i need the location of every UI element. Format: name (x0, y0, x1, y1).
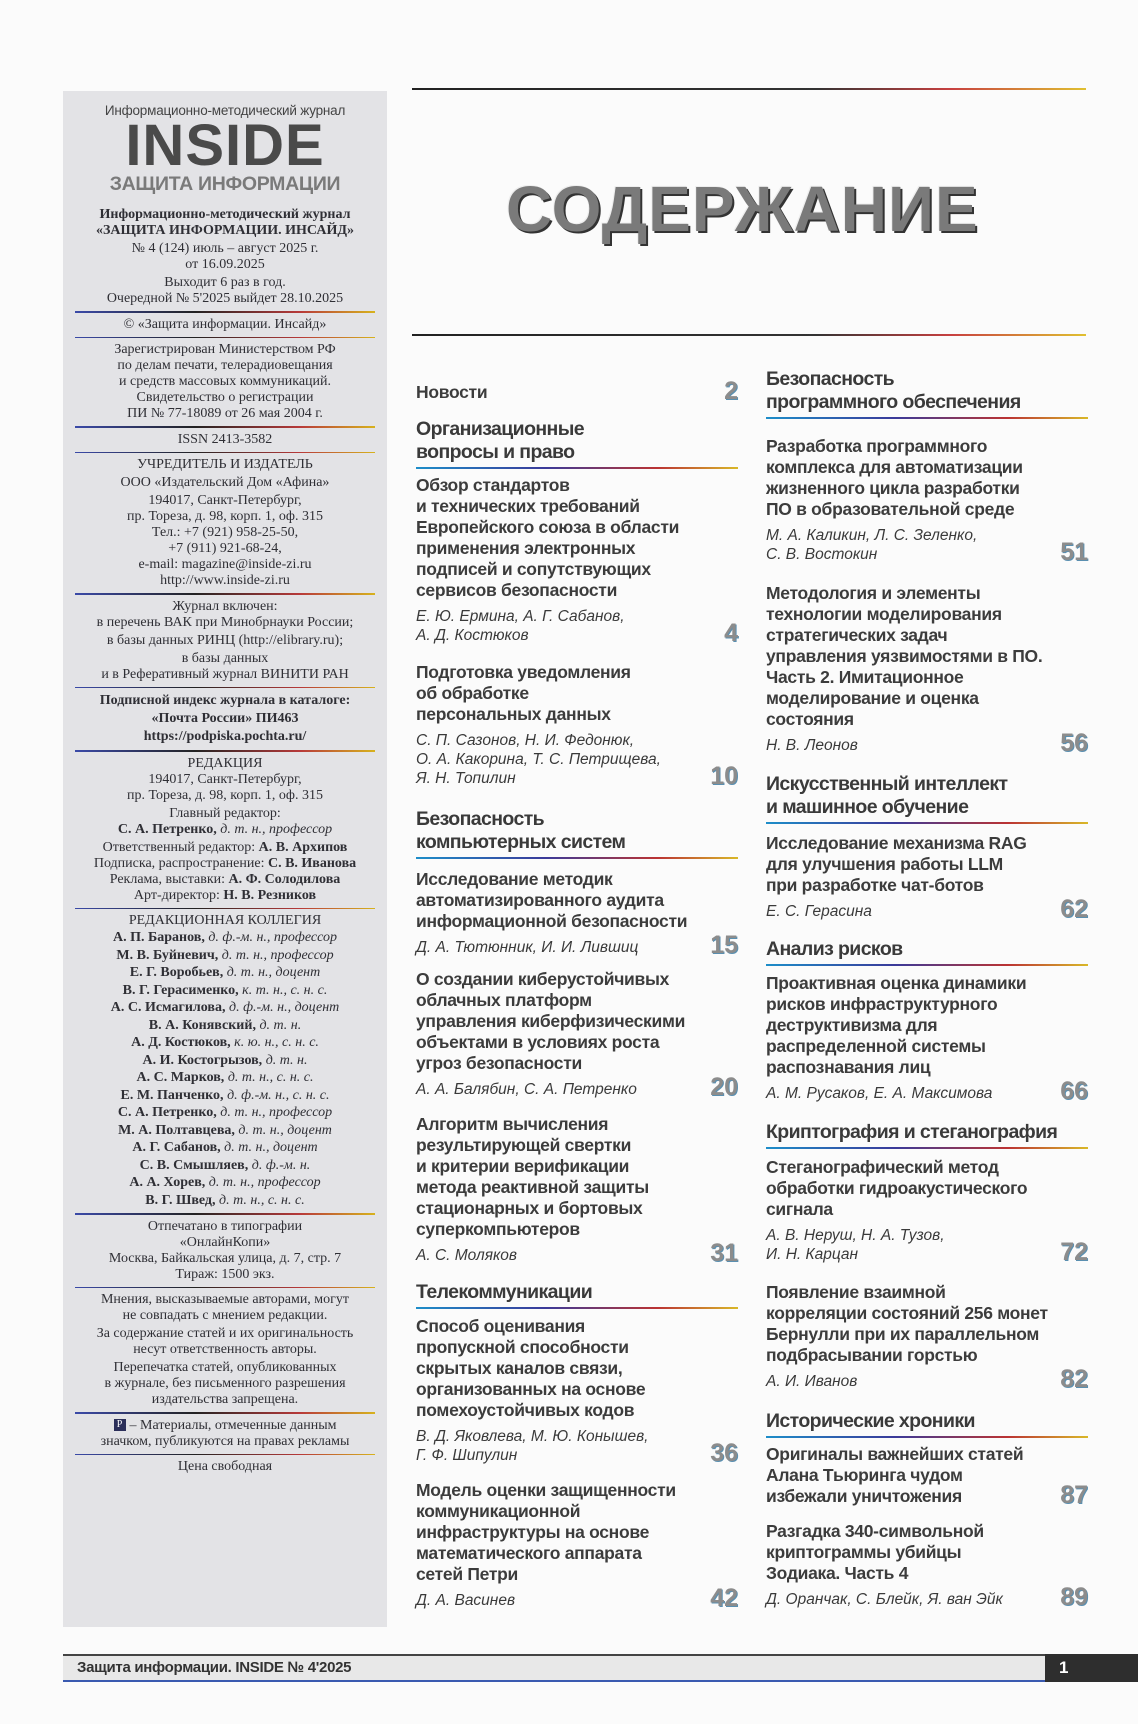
included-rinc: в базы данных РИНЦ (http://elibrary.ru); (106, 632, 344, 648)
masthead-sidebar (63, 91, 387, 1627)
article-page-number: 82 (1060, 1365, 1088, 1393)
article-title: Появление взаимной корреляции состояний 256 монет Бернулли при их параллельном подбрасывании горстью (766, 1282, 1048, 1365)
board-member (73, 1087, 377, 1105)
included-viniti: в базы данных и в Реферативный журнал ВИНИТИ РАН (101, 650, 349, 682)
article-title: Подготовка уведомления об обработке персональных данных (416, 662, 631, 724)
member-degree: д. т. н., доцент (238, 1122, 332, 1138)
issue-info: № 4 (124) июль – август 2025 г. от 16.09.2025 (131, 241, 319, 272)
section-title: Искусственный интеллект и машинное обучение (766, 773, 1008, 818)
divider (75, 1454, 375, 1456)
page-title: СОДЕРЖАНИЕ (506, 173, 979, 245)
disclaimer-opinions: Мнения, высказываемые авторами, могут не совпадать с мнением редакции. (100, 1292, 350, 1323)
section-heading (416, 418, 738, 469)
member-degree: д. т. н., профессор (221, 947, 334, 963)
staff-line (73, 872, 377, 888)
member-name: С. А. Петренко, (117, 1105, 217, 1120)
toc-entry (766, 973, 1088, 1103)
registration-info: Зарегистрирован Министерством РФ по делам печати, телерадиовещания и средств массовых коммуникаций. Свидетельство о регистрации ПИ № 77-18089 от 26 мая 2004 г. (114, 342, 336, 421)
article-page-number: 36 (710, 1439, 738, 1467)
included-vak: Журнал включен: в перечень ВАК при Минобрнауки России; (96, 598, 354, 630)
section-heading (766, 1121, 1088, 1149)
member-degree: д. т. н. (259, 1017, 302, 1033)
member-name: М. В. Буйневич, (116, 947, 219, 963)
article-page-number: 87 (1060, 1481, 1088, 1509)
printing-info: Отпечатано в типографии «ОнлайнКопи» Москва, Байкальская улица, д. 7, стр. 7 Тираж: 1500 экз. (108, 1218, 342, 1282)
divider (75, 1412, 375, 1414)
member-degree: к. т. н., с. н. с. (242, 982, 328, 998)
toc-entry (416, 1480, 738, 1610)
section-title: Безопасность компьютерных систем (416, 808, 626, 853)
disclaimer-content: За содержание статей и их оригинальность несут ответственность авторы. (96, 1326, 354, 1357)
article-page-number: 72 (1060, 1238, 1088, 1266)
article-title: Проактивная оценка динамики рисков инфраструктурного деструктивизма для распределенной системы распознавания лиц (766, 973, 1027, 1077)
founder-heading: УЧРЕДИТЕЛЬ И ИЗДАТЕЛЬ (137, 457, 313, 472)
member-name: А. А. Хорев, (129, 1175, 206, 1190)
advertising-note-text: – Материалы, отмеченные данным значком, публикуются на правах рекламы (100, 1417, 350, 1449)
staff-role: Подписка, распространение: (93, 855, 268, 871)
section-title: Анализ рисков (766, 938, 903, 960)
staff-role: Ответственный редактор: (102, 839, 259, 855)
staff-list (73, 840, 377, 904)
section-rule (416, 857, 738, 859)
section-heading (766, 773, 1088, 824)
member-degree: д. т. н., доцент (226, 965, 321, 980)
section-heading (416, 1281, 738, 1309)
member-degree: д. т. н., профессор (208, 1175, 321, 1190)
member-name: В. Г. Герасименко, (122, 982, 239, 998)
section-rule (766, 417, 1088, 419)
article-title: Алгоритм вычисления результирующей свертки и критерии верификации метода реактивной защиты стационарных и бортовых суперкомпьютеров (416, 1114, 649, 1239)
toc-entry (416, 475, 738, 645)
board-member (73, 1122, 377, 1140)
inside-logo: INSIDE (125, 113, 325, 178)
article-page-number: 62 (1060, 895, 1088, 923)
divider (75, 687, 375, 689)
article-authors: Н. В. Леонов (766, 737, 858, 754)
section-rule (766, 1436, 1088, 1438)
divider (75, 908, 375, 910)
member-degree: д. ф.-м. н., профессор (208, 930, 337, 945)
member-degree: д. т. н., с. н. с. (227, 1070, 314, 1085)
board-member (73, 1017, 377, 1035)
article-title: Исследование методик автоматизированного аудита информационной безопасности (416, 869, 688, 931)
article-page-number: 10 (710, 762, 738, 790)
member-degree: д. т. н., с. н. с. (219, 1192, 305, 1208)
divider (75, 337, 375, 339)
page-footer (63, 1654, 1045, 1682)
divider (75, 750, 375, 752)
staff-line (73, 840, 377, 856)
member-name: А. Г. Сабанов, (132, 1140, 221, 1155)
member-name: А. С. Марков, (136, 1070, 225, 1085)
article-title: Модель оценки защищенности коммуникационной инфраструктуры на основе математического аппарата сетей Петри (416, 1480, 676, 1584)
copyright: © «Защита информации. Инсайд» (123, 316, 327, 332)
toc-entry (766, 833, 1088, 921)
article-authors: Д. А. Тютюнник, И. И. Лившиц (416, 939, 639, 956)
member-degree: д. т. н., доцент (224, 1140, 318, 1155)
divider (75, 452, 375, 454)
staff-role: Реклама, выставки: (109, 871, 229, 887)
divider (75, 311, 375, 313)
toc-entry (766, 583, 1088, 755)
member-name: А. И. Костогрызов, (142, 1052, 263, 1068)
member-name: С. В. Смышляев, (139, 1157, 249, 1173)
article-page-number: 2 (724, 377, 738, 405)
article-authors: А. А. Балябин, С. А. Петренко (416, 1081, 637, 1098)
member-degree: д. ф.-м. н. (251, 1157, 311, 1173)
article-authors: А. М. Русаков, Е. А. Максимова (766, 1085, 993, 1102)
editorial-board-list (73, 929, 377, 1209)
article-title: О создании киберустойчивых облачных платформ управления киберфизическими объектами в условиях роста угроз безопасности (416, 969, 686, 1073)
logo-subtitle: ЗАЩИТА ИНФОРМАЦИИ (109, 173, 341, 195)
member-name: В. Г. Швед, (145, 1192, 216, 1208)
article-authors: А. С. Моляков (416, 1247, 517, 1264)
article-authors: В. Д. Яковлева, М. Ю. Конышев, Г. Ф. Шипулин (416, 1428, 649, 1464)
board-member (73, 929, 377, 947)
section-heading (766, 368, 1088, 419)
disclaimer-reprint: Перепечатка статей, опубликованных в журнале, без письменного разрешения издательства запрещена. (104, 1360, 346, 1407)
article-title: Оригиналы важнейших статей Алана Тьюринга чудом избежали уничтожения (766, 1444, 1024, 1506)
toc-entry (766, 1521, 1088, 1609)
article-title: Стеганографический метод обработки гидроакустического сигнала (766, 1157, 1028, 1219)
member-name: А. С. Исмагилова, (110, 1000, 226, 1015)
page-number: 1 (1045, 1654, 1138, 1682)
toc-entry (416, 869, 738, 957)
board-member (73, 1157, 377, 1175)
board-member (73, 1192, 377, 1210)
toc-entry (416, 662, 738, 788)
article-title: Разгадка 340-символьной криптограммы убийцы Зодиака. Часть 4 (766, 1521, 984, 1583)
article-authors: А. И. Иванов (766, 1373, 858, 1390)
section-rule (416, 467, 738, 469)
section-rule (416, 1307, 738, 1309)
chief-editor-label: Главный редактор: (169, 805, 281, 821)
toc-entry (766, 1282, 1088, 1391)
article-page-number: 42 (710, 1584, 738, 1612)
member-degree: д. ф.-м. н., с. н. с. (227, 1087, 330, 1103)
staff-role: Арт-директор: (133, 887, 224, 903)
article-title: Обзор стандартов и технических требований Европейского союза в области применения электронных подписей и сопутствующих сервисов безопасности (416, 475, 680, 600)
member-name: А. Д. Костюков, (131, 1035, 231, 1050)
board-member (73, 982, 377, 1000)
board-member (73, 947, 377, 965)
title-rule (412, 334, 1086, 336)
article-title: Методология и элементы технологии моделирования стратегических задач управления уязвимостями в ПО. Часть 2. Имитационное моделирование и оценка состояния (766, 583, 1043, 729)
section-heading (766, 938, 1088, 966)
member-degree: д. т. н., профессор (220, 1105, 333, 1120)
staff-name: А. Ф. Солодилова (228, 871, 341, 887)
toc-entry (766, 1157, 1088, 1264)
board-member (73, 964, 377, 982)
board-member (73, 1052, 377, 1070)
article-page-number: 89 (1060, 1583, 1088, 1611)
article-authors: Е. Ю. Ермина, А. Г. Сабанов, А. Д. Костюков (416, 608, 625, 644)
article-authors: Е. С. Герасина (766, 903, 872, 920)
board-member (73, 1069, 377, 1087)
board-member (73, 999, 377, 1017)
article-title: Исследование механизма RAG для улучшения работы LLM при разработке чат-ботов (766, 833, 1027, 895)
board-member (73, 1174, 377, 1192)
divider (75, 593, 375, 595)
editorial-heading: РЕДАКЦИЯ (187, 755, 263, 771)
section-title: Исторические хроники (766, 1410, 975, 1432)
chief-editor-name: С. А. Петренко, (117, 821, 217, 837)
section-heading (766, 1410, 1088, 1438)
chief-editor (73, 822, 377, 838)
toc-entry (416, 1114, 738, 1265)
staff-line (73, 888, 377, 904)
issn: ISSN 2413-3582 (177, 431, 273, 447)
divider (75, 1213, 375, 1215)
journal-name: Информационно-методический журнал «ЗАЩИТА ИНФОРМАЦИИ. ИНСАЙД» (96, 207, 354, 238)
article-authors: А. В. Неруш, Н. А. Тузов, И. Н. Карцан (766, 1227, 945, 1263)
section-title: Организационные вопросы и право (416, 418, 585, 463)
toc-entry (766, 1444, 1088, 1507)
article-title: Разработка программного комплекса для автоматизации жизненного цикла разработки ПО в образовательной среде (766, 436, 1023, 519)
article-page-number: 66 (1060, 1077, 1088, 1105)
divider (75, 1287, 375, 1289)
toc-entry (766, 436, 1088, 564)
member-name: Е. М. Панченко, (120, 1087, 224, 1103)
section-title: Безопасность программного обеспечения (766, 368, 1021, 413)
member-degree: к. ю. н., с. н. с. (234, 1035, 319, 1050)
article-authors: Д. А. Васинев (416, 1592, 516, 1609)
section-title: Криптография и стеганография (766, 1121, 1058, 1143)
article-title: Способ оценивания пропускной способности скрытых каналов связи, организованных на основе помехоустойчивых кодов (416, 1316, 646, 1420)
member-name: М. А. Полтавцева, (118, 1122, 235, 1138)
member-name: В. А. Конявский, (148, 1017, 256, 1033)
article-authors: Д. Оранчак, С. Блейк, Я. ван Эйк (766, 1591, 1003, 1608)
article-authors: С. П. Сазонов, Н. И. Федонюк, О. А. Какорина, Т. С. Петрищева, Я. Н. Топилин (416, 732, 661, 787)
board-member (73, 1034, 377, 1052)
section-heading (416, 808, 738, 859)
staff-name: С. В. Иванова (267, 855, 357, 871)
footer-journal-title: Защита информации. INSIDE № 4'2025 (77, 1659, 352, 1676)
article-title: Новости (416, 382, 488, 402)
staff-name: Н. В. Резников (223, 887, 317, 903)
subscription-index: Подписной индекс журнала в каталоге: «Почта России» ПИ463 https://podpiska.pochta.ru/ (99, 693, 351, 744)
member-name: Е. Г. Воробьев, (129, 965, 224, 980)
chief-editor-degree: д. т. н., профессор (220, 821, 333, 837)
article-page-number: 20 (710, 1073, 738, 1101)
editorial-address: 194017, Санкт-Петербург, пр. Тореза, д. 98, корп. 1, оф. 315 (127, 771, 323, 803)
toc-news-entry (416, 377, 738, 405)
toc-entry (416, 969, 738, 1099)
board-heading: РЕДАКЦИОННАЯ КОЛЛЕГИЯ (128, 913, 322, 928)
article-page-number: 51 (1060, 538, 1088, 566)
article-page-number: 56 (1060, 729, 1088, 757)
frequency-info: Выходит 6 раз в год. Очередной № 5'2025 выйдет 28.10.2025 (106, 275, 344, 306)
section-title: Телекоммуникации (416, 1281, 593, 1303)
article-page-number: 4 (724, 619, 738, 647)
member-degree: д. ф.-м. н., доцент (229, 1000, 340, 1015)
board-member (73, 1104, 377, 1122)
advertising-mark-icon: P (114, 1419, 126, 1431)
article-authors: М. А. Каликин, Л. С. Зеленко, С. В. Востокин (766, 527, 978, 563)
section-rule (766, 822, 1088, 824)
board-member (73, 1139, 377, 1157)
article-page-number: 15 (710, 931, 738, 959)
divider (75, 426, 375, 428)
member-name: А. П. Баранов, (113, 930, 205, 945)
staff-name: А. В. Архипов (258, 839, 348, 855)
staff-line (73, 856, 377, 872)
toc-entry (416, 1316, 738, 1465)
advertising-note (73, 1418, 377, 1450)
article-page-number: 31 (710, 1239, 738, 1267)
member-degree: д. т. н. (265, 1052, 308, 1068)
publisher-contacts: 194017, Санкт-Петербург, пр. Тореза, д. 98, корп. 1, оф. 315 Тел.: +7 (921) 958-25-50, +7 (911) 921-68-24, e-mail: magazine@inside-zi.ru http://www.inside-zi.ru (127, 493, 323, 588)
top-rule (412, 88, 1086, 90)
publisher-name: ООО «Издательский Дом «Афина» (120, 475, 330, 490)
logo-tagline: Информационно-методический журнал (104, 103, 346, 118)
section-rule (766, 964, 1088, 966)
section-rule (766, 1147, 1088, 1149)
price: Цена свободная (177, 1459, 273, 1474)
